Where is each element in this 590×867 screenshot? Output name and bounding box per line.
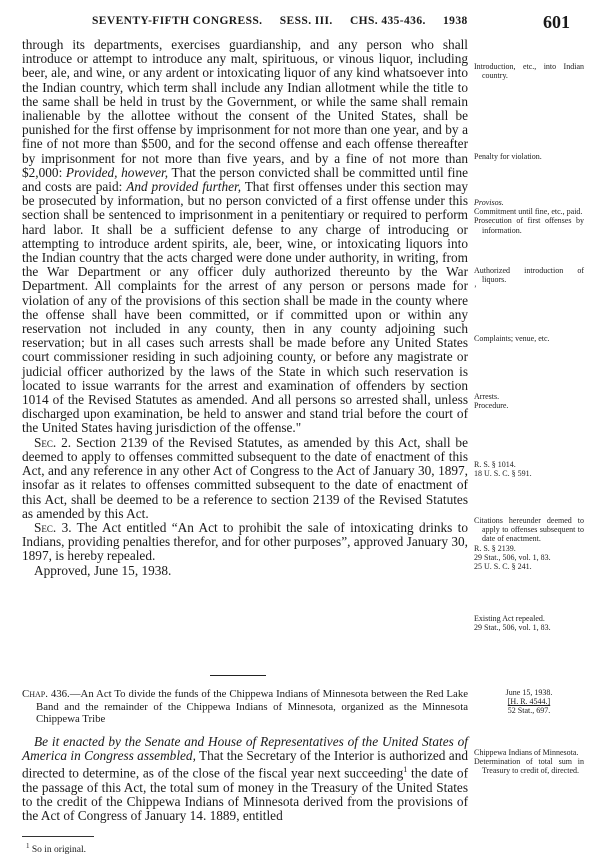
- footnote-reference: 1: [403, 765, 408, 775]
- para1c-text: That first offenses under this section may be prosecuted by information, but no person convicted of a first offense under this section shall be sentenced to imprisonment in a penitentiary or required to perform hard labor. It shall be a sufficient defense to any charge of introducing or attempting to introduce ardent spirits, ale, beer, wine, or intoxicating liquors into the Indian country that the acts charged were done under authority, in writing, from the War Department or any officer duly authorized thereunto by the War Department. All complaints for the arrest of any person or persons made for violation of any of the provisions of this section shall be made in the county where the offense shall have been committed, or if committed upon or within any reservation not included in any county, then in any county adjoining such reservation; but in all cases such arrests shall be made before any United States court commissioner residing in such adjoining county, or before any magistrate or judicial officer authorized by the laws of the State in which such reservation is located to issue warrants for the arrest and examination of offenders by section 1014 of the Revised Statutes as amended. And all persons so arrested shall, unless discharged upon examination, be held to answer and stand trial before the court of the United States having jurisdiction of the offense.": [22, 179, 468, 436]
- running-header: [0, 12, 590, 34]
- header-year: 1938: [443, 15, 468, 27]
- enacting-paragraph: [22, 735, 468, 824]
- margin-arrests-text: Arrests.: [474, 392, 500, 401]
- and-provided-further: And provided further,: [126, 179, 242, 195]
- chapter-heading-text: [22, 688, 468, 726]
- margin-commitment-text: Commitment until fine, etc., paid.: [474, 207, 583, 217]
- margin-rs-2139-text: R. S. § 2139.: [474, 543, 516, 553]
- enact-text-b: the date of the passage of this Act, the total sum of money in the Treasury of the United States to the credit of the Chippewa Indians of Minnesota derived from the provisions of the Act of Congress of January 14. 1889, entitled: [22, 765, 468, 824]
- margin-existing-act-text: Existing Act repealed.: [474, 614, 545, 623]
- margin-stat-29b-text: 29 Stat., 506, vol. 1, 83.: [474, 623, 551, 633]
- margin-bill-text: [H. R. 4544.]: [507, 697, 551, 707]
- provided-however: Provided, however,: [65, 164, 169, 180]
- enacting-clause: Be it enacted by the Senate and House of Representatives of the United States of America in Congress assembled,: [22, 734, 468, 764]
- page-number: 601: [543, 12, 570, 32]
- margin-authorized-text: Authorized introduction of liquors.: [474, 266, 584, 285]
- sec2-text: Section 2139 of the Revised Statutes, as amended by this Act, shall be deemed to apply to offenses committed subsequent to the date of enactment of this Act, and any reference in any other Act of Congress to the Act of January 30, 1897, insofar as it relates to offenses committed subsequent to the date of enactment of this Act, shall be deemed to be a reference to section 2139 of the Revised Statutes as amended by this Act.: [22, 434, 468, 521]
- para1b-text: That the person convicted shall be committed until fine and costs are paid:: [22, 164, 468, 195]
- chapter-label: Chap. 436.: [22, 688, 70, 700]
- margin-note-authorized: [474, 266, 584, 294]
- margin-usc-591-text: 18 U. S. C. § 591.: [474, 469, 532, 479]
- margin-chippewa-text: Chippewa Indians of Minnesota.: [474, 748, 579, 757]
- sec3-label: Sec. 3.: [34, 519, 72, 535]
- margin-stat-29-text: 29 Stat., 506, vol. 1, 83.: [474, 552, 551, 562]
- margin-tick: ’: [474, 284, 477, 294]
- margin-note-arrests: [474, 392, 584, 410]
- chapter-heading: [22, 688, 468, 726]
- margin-provisos-text: Provisos.: [474, 198, 504, 207]
- margin-procedure-text: Procedure.: [474, 401, 509, 411]
- margin-penalty-text: Penalty for violation.: [474, 152, 542, 161]
- margin-note-introduction: [474, 62, 584, 80]
- paragraph-continued: [22, 38, 468, 436]
- margin-note-provisos: [474, 198, 584, 235]
- header-chapters: CHS. 435-436.: [349, 15, 426, 27]
- approved-line: Approved, June 15, 1938.: [34, 562, 172, 578]
- enact-text-a: That the Secretary of the Interior is authorized and directed to determine, as of the close of the fiscal year next succeeding: [22, 748, 468, 781]
- header-session: SESS. III.: [279, 15, 333, 27]
- margin-stat-52-text: 52 Stat., 697.: [507, 706, 551, 716]
- section-2: [22, 436, 468, 521]
- sec2-label: Sec. 2.: [34, 434, 72, 450]
- margin-note-penalty: [474, 152, 584, 161]
- margin-note-rs-1014: [474, 460, 584, 478]
- margin-note-date: [474, 688, 584, 716]
- margin-introduction-text: Introduction, etc., into Indian country.: [474, 62, 584, 81]
- margin-note-chippewa: [474, 748, 584, 776]
- margin-complaints-text: Complaints; venue, etc.: [474, 334, 550, 343]
- para1-text: through its departments, exercises guardianship, and any person who shall introduce or attempt to introduce any malt, spirituous, or vinous liquor, including beer, ale, and wine, or any ardent or intoxicating liquor of any kind whatsoever into the Indian country, which term shall include any Indian allotment while the title to the same shall be held in trust by the Government, or while the same shall remain inalienable by the allottee without the consent of the United States, shall be punished for the first offense by imprisonment for not more than one year, and by a fine of not more than $500, and for the second offense and each offense thereafter by imprisonment for not more than five years, and by a fine of not more than $2,000:: [22, 37, 468, 180]
- margin-note-existing-act: [474, 614, 584, 632]
- margin-rs-1014-text: R. S. § 1014.: [474, 460, 516, 469]
- margin-determination-text: Determination of total sum in Treasury to credit of, directed.: [474, 757, 584, 776]
- main-text: [22, 38, 468, 578]
- header-text: [92, 15, 482, 27]
- section-3: [22, 521, 468, 564]
- footnote-text: So in original.: [31, 845, 86, 856]
- footnote-mark: 1: [26, 842, 30, 850]
- margin-date-text: June 15, 1938.: [505, 688, 553, 697]
- footnote: [26, 841, 86, 856]
- chapter-title: —An Act To divide the funds of the Chippewa Indians of Minnesota between the Red Lake Band and the remainder of the Chippewa Indians of Minnesota, organized as the Minnesota Chippewa Tribe: [36, 688, 469, 725]
- sec3-text: The Act entitled “An Act to prohibit the sale of intoxicating drinks to Indians, providing penalties therefor, and for other purposes”, approved January 30, 1897, is hereby repealed.: [22, 519, 468, 564]
- margin-note-complaints: [474, 334, 584, 343]
- header-congress: SEVENTY-FIFTH CONGRESS.: [92, 15, 263, 27]
- section-divider: [210, 675, 266, 676]
- margin-citations-text: Citations hereunder deemed to apply to offenses subsequent to date of enactment.: [474, 516, 584, 544]
- margin-note-citations: [474, 516, 584, 571]
- enacting-section: [22, 735, 468, 824]
- margin-prosecution-text: Prosecution of first offenses by information.: [474, 216, 584, 235]
- margin-usc-241-text: 25 U. S. C. § 241.: [474, 562, 532, 572]
- footnote-divider: [22, 836, 94, 837]
